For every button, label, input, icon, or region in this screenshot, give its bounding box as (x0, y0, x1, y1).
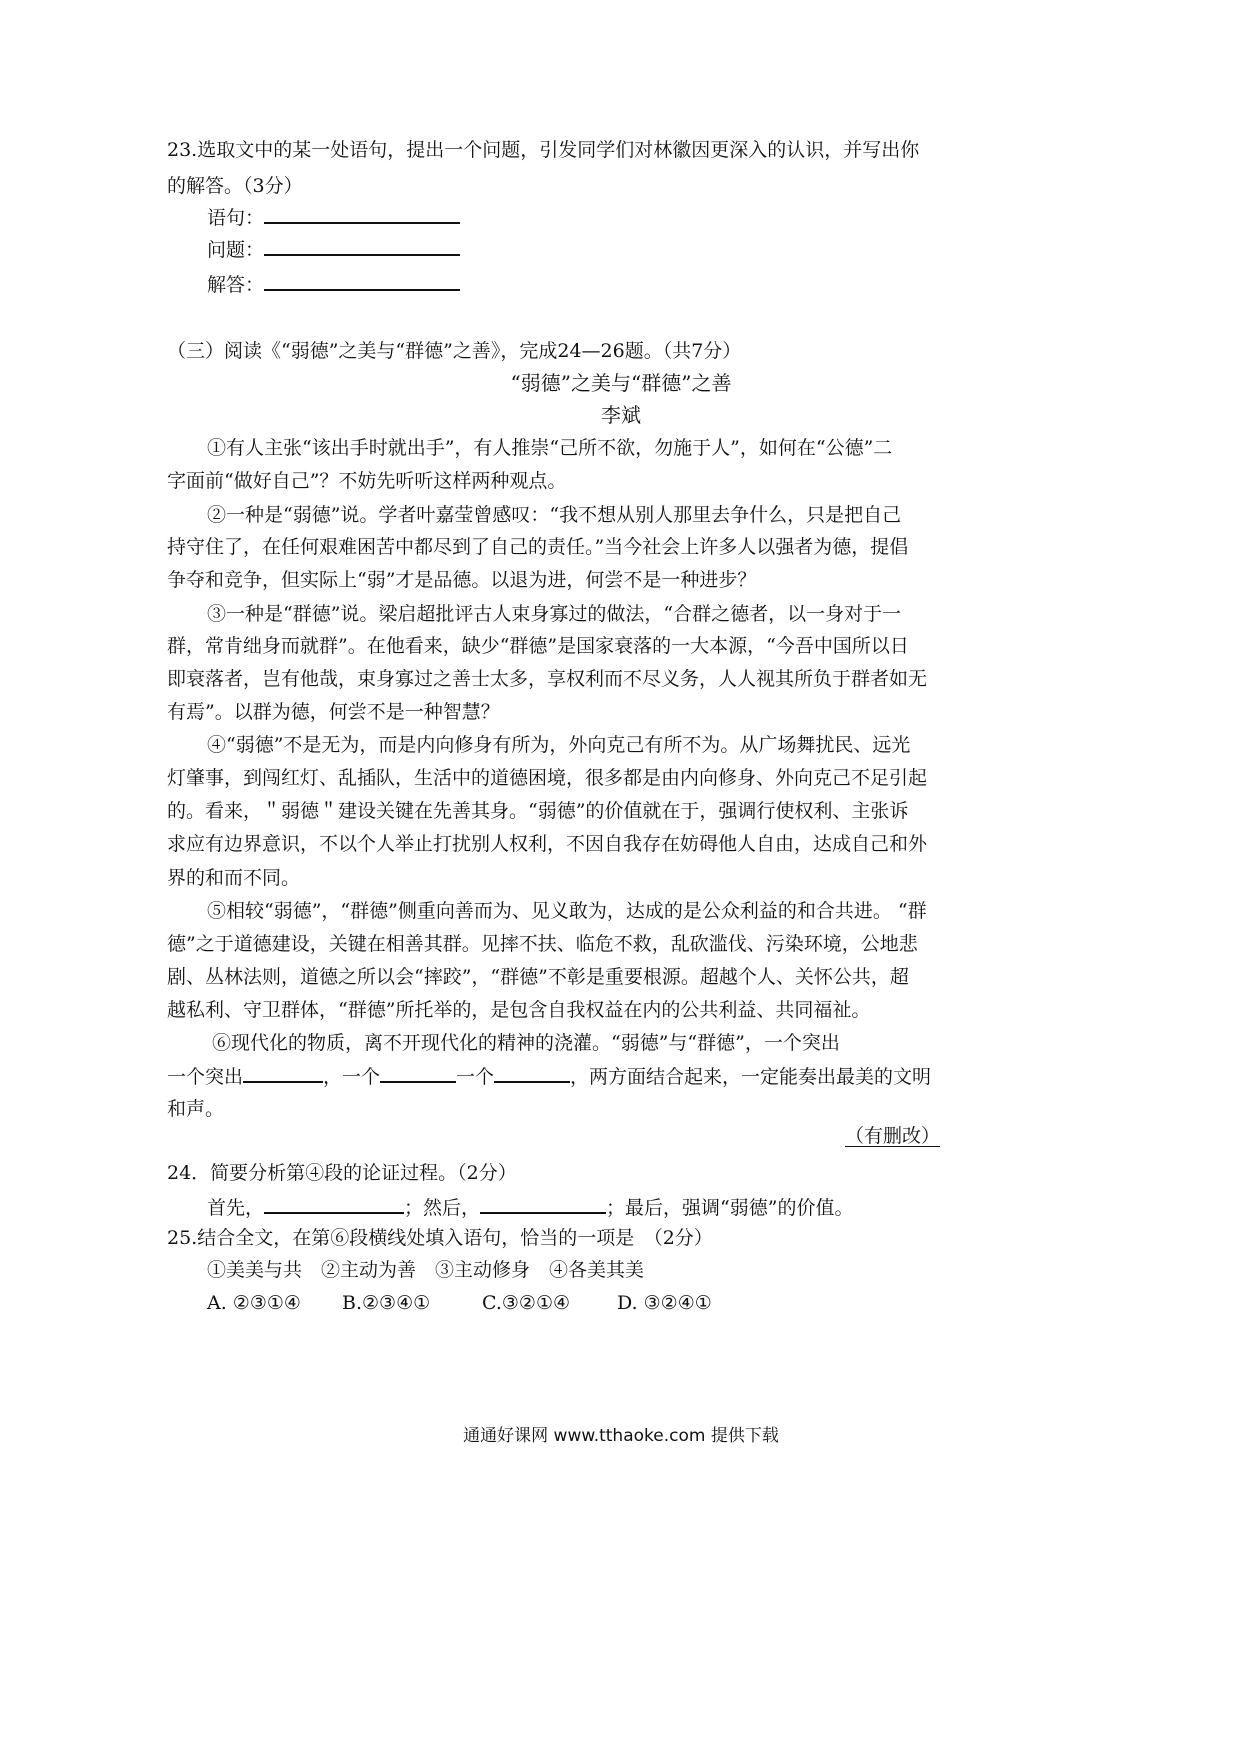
passage-p4-line1: ④“弱德”不是无为，而是内向修身有所为，外向克己有所不为。从广场舞扰民、远光 (207, 734, 911, 756)
p6-text-a: 一个突出 (167, 1066, 244, 1088)
passage-p2-line2: 持守住了，在任何艰难困苦中都尽到了自己的责任。”当今社会上许多人以强者为德，提倡 (167, 536, 909, 558)
q25-stem: 25.结合全文，在第⑥段横线处填入语句，恰当的一项是 （2分） (167, 1227, 713, 1249)
q23-sentence-label: 语句： (207, 207, 265, 229)
q23-question-row (207, 236, 460, 262)
passage-author: 李斌 (601, 403, 641, 427)
q23-sentence-row (207, 204, 460, 230)
passage-p4-line4: 求应有边界意识，不以个人举止打扰别人权利，不因自我存在妨碍他人自由，达成自己和外 (167, 833, 928, 855)
passage-p2-line1: ②一种是“弱德”说。学者叶嘉莹曾感叹：“我不想从别人那里去争什么，只是把自己 (207, 504, 902, 526)
q24-answer-row (207, 1194, 853, 1220)
q24-first-label: 首先， (207, 1197, 265, 1219)
q23-answer-label: 解答： (207, 274, 265, 296)
passage-p4-line5: 界的和而不同。 (167, 867, 301, 889)
section3-intro: （三）阅读《“弱德”之美与“群德”之善》，完成24—26题。（共7分） (167, 340, 742, 362)
q23-stem-line2: 的解答。（3分） (167, 175, 303, 197)
passage-title: “弱德”之美与“群德”之善 (510, 371, 732, 395)
source-note-text: （有删改） (845, 1125, 941, 1147)
q25-option-c[interactable]: C.③②①④ (482, 1292, 571, 1314)
q24-blank-1[interactable] (264, 1194, 404, 1214)
q25-option-b[interactable]: B.②③④① (342, 1292, 431, 1314)
p6-blank-1[interactable] (243, 1063, 323, 1083)
q25-option-d[interactable]: D. ③②④① (617, 1292, 712, 1314)
p6-text-c: 一个 (456, 1066, 495, 1088)
q24-then-label: ；然后， (404, 1197, 481, 1219)
passage-p3-line4: 有焉”。以群为德，何尝不是一种智慧？ (167, 701, 500, 723)
page-footer: 通通好课网 www.tthaoke.com 提供下载 (463, 1426, 779, 1446)
q24-blank-2[interactable] (480, 1194, 606, 1214)
q24-stem: 24．简要分析第④段的论证过程。（2分） (167, 1162, 517, 1184)
passage-p1-line2: 字面前“做好自己”？不妨先听听这样两种观点。 (167, 470, 567, 492)
passage-p4-line3: 的。看来，＂弱德＂建设关键在先善其身。“弱德”的价值就在于，强调行使权利、主张诉 (167, 800, 909, 822)
passage-source-note (845, 1124, 940, 1148)
passage-p4-line2: 灯肇事，到闯红灯、乱插队，生活中的道德困境，很多都是由内向修身、外向克己不足引起 (167, 767, 928, 789)
q23-answer-row (207, 271, 460, 297)
passage-p5-line3: 剧、丛林法则，道德之所以会“摔跤”，“群德”不彰是重要根源。超越个人、关怀公共，超 (167, 966, 909, 988)
p6-text-b: ，一个 (323, 1066, 381, 1088)
passage-p6-line3: 和声。 (167, 1098, 225, 1120)
p6-text-d: ，两方面结合起来，一定能奏出最美的文明 (570, 1066, 932, 1088)
q25-items: ①美美与共 ②主动为善 ③主动修身 ④各美其美 (207, 1259, 645, 1281)
passage-p6-line1: ⑥现代化的物质，离不开现代化的精神的浇灌。“弱德”与“群德”，一个突出 (212, 1032, 840, 1054)
passage-p3-line3: 即衰落者，岂有他哉，束身寡过之善士太多，享权利而不尽义务，人人视其所负于群者如无 (167, 668, 928, 690)
passage-p6-line2 (167, 1063, 931, 1089)
p6-blank-3[interactable] (494, 1063, 570, 1083)
q23-answer-blank[interactable] (264, 271, 460, 291)
passage-p5-line1: ⑤相较“弱德”，“群德”侧重向善而为、见义敢为，达成的是公众利益的和合共进。 “群 (207, 900, 927, 922)
passage-p1-line1: ①有人主张“该出手时就出手”，有人推崇“己所不欲，勿施于人”，如何在“公德”二 (207, 437, 893, 459)
q25-option-a[interactable]: A. ②③①④ (207, 1292, 301, 1314)
p6-blank-2[interactable] (380, 1063, 456, 1083)
q23-question-label: 问题： (207, 239, 265, 261)
passage-p3-line1: ③一种是“群德”说。梁启超批评古人束身寡过的做法，“合群之德者，以一身对于一 (207, 603, 902, 625)
q23-stem-line1: 23.选取文中的某一处语句，提出一个问题，引发同学们对林徽因更深入的认识，并写出你 (167, 139, 920, 161)
q24-last-label: ；最后，强调“弱德”的价值。 (606, 1197, 854, 1219)
passage-p3-line2: 群，常肯绌身而就群”。在他看来，缺少“群德”是国家衰落的一大本源，“今吾中国所以日 (167, 635, 909, 657)
passage-p2-line3: 争夺和竞争，但实际上“弱”才是品德。以退为进，何尝不是一种进步？ (167, 569, 757, 591)
passage-p5-line4: 越私利、守卫群体，“群德”所托举的，是包含自我权益在内的公共利益、共同福祉。 (167, 999, 871, 1021)
q23-question-blank[interactable] (264, 236, 460, 256)
q23-sentence-blank[interactable] (264, 204, 460, 224)
passage-p5-line2: 德”之于道德建设，关键在相善其群。见摔不扶、临危不救，乱砍滥伐、污染环境，公地悲 (167, 933, 918, 955)
